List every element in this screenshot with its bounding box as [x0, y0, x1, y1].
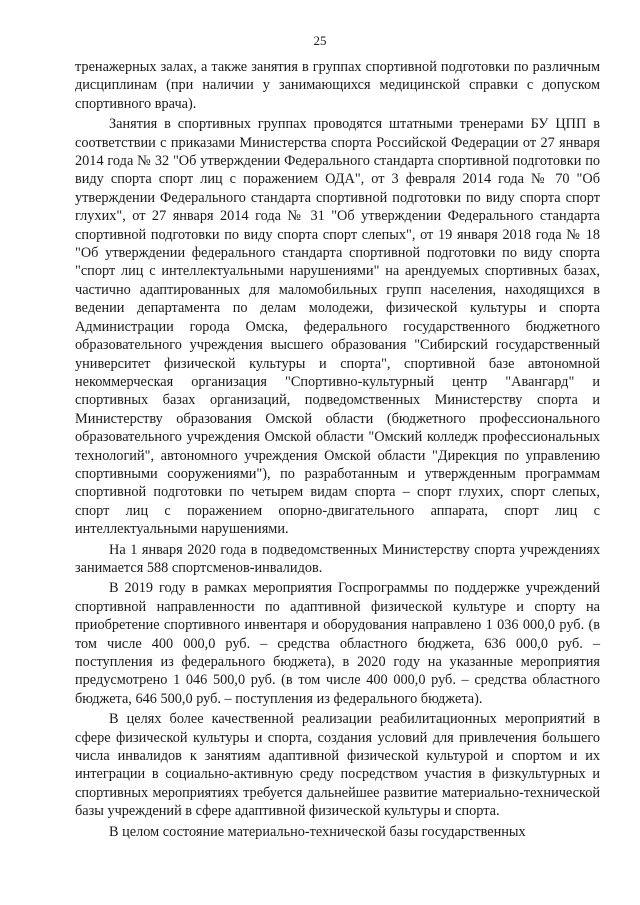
document-body	[75, 58, 600, 841]
paragraph-training-groups: Занятия в спортивных группах проводятся штатными тренерами БУ ЦПП в соответствии с приказами Министерства спорта Российской Федерации от 27 января 2014 года № 32 "Об утверждении Федерального стандарта спортивной подготовки по виду спорта спорт лиц с поражением ОДА", от 3 февраля 2014 года № 70 "Об утверждении Федерального стандарта спортивной подготовки по виду спорта спорт глухих", от 27 января 2014 года № 31 "Об утверждении Федерального стандарта спортивной подготовки по виду спорта спорт слепых", от 19 января 2018 года № 18 "Об утверждении федерального стандарта спортивной подготовки по виду спорта "спорт лиц с интеллектуальными нарушениями" на арендуемых спортивных базах, частично адаптированных для маломобильных групп населения, находящихся в ведении департамента по делам молодежи, физической культуры и спорта Администрации города Омска, федерального государственного бюджетного образовательного учреждения высшего образования "Сибирский государственный университет физической культуры и спорта", спортивной базе автономной некоммерческая организация "Спортивно-культурный центр "Авангард" и спортивных базах организаций, подведомственных Министерству спорта и Министерству образования Омской области (бюджетного профессионального образовательного учреждения Омской области "Омский колледж профессиональных технологий", автономного учреждения Омской области "Дирекция по управлению спортивными сооружениями"), по разработанным и утвержденным программам спортивной подготовки по четырем видам спорта – спорт глухих, спорт слепых, спорт лиц с поражением опорно-двигательного аппарата, спорт лиц с интеллектуальными нарушениями.	[75, 116, 600, 538]
page-number: 25	[313, 33, 327, 48]
paragraph-continuation: тренажерных залах, а также занятия в группах спортивной подготовки по различным дисциплинам (при наличии у занимающихся медицинской справки с допуском спортивного врача).	[75, 59, 600, 112]
paragraph-funding: В 2019 году в рамках мероприятия Госпрограммы по поддержке учреждений спортивной направленности по адаптивной физической культуре и спорту на приобретение спортивного инвентаря и оборудования направлено 1 036 000,0 руб. (в том числе 400 000,0 руб. – средства областного бюджета, 636 000,0 руб. – поступления из федерального бюджета), в 2020 году на указанные мероприятия предусмотрено 1 046 500,0 руб. (в том числе 400 000,0 руб. – средства областного бюджета, 646 500,0 руб. – поступления из федерального бюджета).	[75, 580, 600, 707]
paragraph-athlete-count: На 1 января 2020 года в подведомственных Министерству спорта учреждениях занимается 588 спортсменов-инвалидов.	[75, 541, 600, 576]
paragraph-development-goals: В целях более качественной реализации реабилитационных мероприятий в сфере физической культуры и спорта, создания условий для привлечения большего числа инвалидов к занятиям адаптивной физической культурой и спортом и их интеграции в социально-активную среду посредством участия в физкультурных и спортивных мероприятиях требуется дальнейшее развитие материально-технической базы учреждений в сфере адаптивной физической культуры и спорта.	[75, 711, 600, 820]
paragraph-material-base: В целом состояние материально-технической базы государственных	[109, 823, 526, 840]
